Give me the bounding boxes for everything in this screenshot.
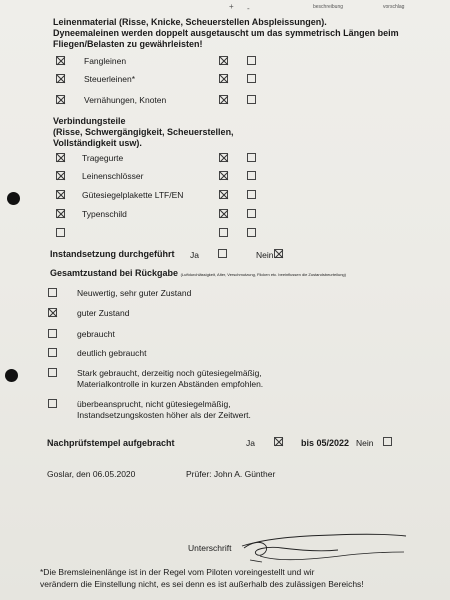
verbindung-item-label: Leinenschlösser	[82, 171, 144, 181]
verbindung-plus-checkbox-1[interactable]	[219, 171, 228, 180]
punch-hole-top	[7, 192, 20, 205]
zustand-option-checkbox-1[interactable]	[48, 308, 57, 317]
verbindung-item-label: Gütesiegelplakette LTF/EN	[82, 190, 184, 200]
instandsetzung-nein-label: Nein	[256, 250, 274, 260]
verbindung-check-1[interactable]	[56, 171, 65, 180]
signature-scribble	[238, 522, 408, 567]
verbindung-minus-checkbox-0[interactable]	[247, 153, 256, 162]
zustand-option-label: überbeansprucht, nicht gütesiegelmäßig,	[77, 399, 231, 409]
column-plus: +	[229, 2, 234, 11]
leinen-plus-checkbox-0[interactable]	[219, 56, 228, 65]
gesamtzustand-title	[50, 268, 346, 280]
column-vorschlag: vorschlag	[383, 4, 405, 10]
leinen-item-label: Fangleinen	[84, 56, 127, 66]
zustand-option-checkbox-3[interactable]	[48, 348, 57, 357]
leinen-minus-checkbox-0[interactable]	[247, 56, 256, 65]
zustand-option-label: Stark gebraucht, derzeitig noch gütesiegelmäßig,	[77, 368, 262, 378]
stempel-ja-checkbox[interactable]	[274, 437, 283, 446]
zustand-option-label-cont: Materialkontrolle in kurzen Abständen empfohlen.	[77, 379, 264, 389]
verbindung-plus-checkbox-3[interactable]	[219, 209, 228, 218]
verbindung-title: Verbindungsteile	[53, 116, 126, 126]
leinen-minus-checkbox-2[interactable]	[247, 95, 256, 104]
punch-hole-bottom	[5, 369, 18, 382]
gesamtzustand-title-text: Gesamtzustand bei Rückgabe	[50, 268, 179, 278]
stempel-nein-checkbox[interactable]	[383, 437, 392, 446]
leinen-item-label: Steuerleinen*	[84, 74, 136, 84]
verbindung-plus-checkbox-2[interactable]	[219, 190, 228, 199]
zustand-option-label-cont: Instandsetzungskosten höher als der Zeitwert.	[77, 410, 251, 420]
instandsetzung-label: Instandsetzung durchgeführt	[50, 249, 175, 259]
verbindung-minus-checkbox-3[interactable]	[247, 209, 256, 218]
stempel-nein-label: Nein	[356, 438, 374, 448]
leinen-plus-checkbox-1[interactable]	[219, 74, 228, 83]
stempel-bis: bis 05/2022	[301, 438, 350, 448]
leinen-minus-checkbox-1[interactable]	[247, 74, 256, 83]
instandsetzung-ja-checkbox[interactable]	[218, 249, 227, 258]
leinen-check-0[interactable]	[56, 56, 65, 65]
zustand-option-checkbox-5[interactable]	[48, 399, 57, 408]
verbindung-check-4[interactable]	[56, 228, 65, 237]
leinen-plus-checkbox-2[interactable]	[219, 95, 228, 104]
verbindung-check-0[interactable]	[56, 153, 65, 162]
verbindung-plus-checkbox-0[interactable]	[219, 153, 228, 162]
unterschrift-label: Unterschrift	[188, 543, 232, 553]
verbindung-item-label: Typenschild	[82, 209, 127, 219]
instandsetzung-nein-checkbox[interactable]	[274, 249, 283, 258]
ort-datum: Goslar, den 06.05.2020	[47, 469, 136, 479]
column-minus: -	[247, 4, 250, 13]
zustand-option-checkbox-0[interactable]	[48, 288, 57, 297]
verbindung-plus-checkbox-4[interactable]	[219, 228, 228, 237]
leinen-item-label: Vernähungen, Knoten	[84, 95, 167, 105]
verbindung-minus-checkbox-1[interactable]	[247, 171, 256, 180]
leinen-title: Leinenmaterial (Risse, Knicke, Scheuerstellen Abspleissungen).	[53, 17, 327, 27]
verbindung-subtitle: (Risse, Schwergängigkeit, Scheuerstellen, Vollständigkeit usw).	[53, 127, 234, 148]
zustand-option-label: gebraucht	[77, 329, 115, 339]
column-beschreibung: beschreibung	[313, 4, 344, 10]
footnote-line-1: *Die Bremsleinenlänge ist in der Regel vom Piloten voreingestellt und wir	[40, 567, 315, 577]
leinen-check-1[interactable]	[56, 74, 65, 83]
zustand-option-checkbox-2[interactable]	[48, 329, 57, 338]
verbindung-item-label: Tragegurte	[82, 153, 124, 163]
pruefer-name: Prüfer: John A. Günther	[186, 469, 276, 479]
leinen-subtitle: Dyneemaleinen werden doppelt ausgetauscht um das symmetrisch Längen beim Fliegen/Belasten zu gewährleisten!	[53, 28, 399, 49]
gesamtzustand-note: (Luftdurchlässigkeit, Alter, Verschmutzung, Flicken etc. beeinflussen die Zustandsbeurteilung)	[180, 272, 346, 277]
verbindung-minus-checkbox-4[interactable]	[247, 228, 256, 237]
zustand-option-label: Neuwertig, sehr guter Zustand	[77, 288, 192, 298]
stempel-ja-label: Ja	[246, 438, 255, 448]
leinen-check-2[interactable]	[56, 95, 65, 104]
footnote-line-2: verändern die Einstellung nicht, es sei denn es ist außerhalb des zulässigen Bereichs!	[40, 579, 364, 589]
instandsetzung-ja-label: Ja	[190, 250, 199, 260]
zustand-option-checkbox-4[interactable]	[48, 368, 57, 377]
verbindung-check-3[interactable]	[56, 209, 65, 218]
verbindung-check-2[interactable]	[56, 190, 65, 199]
zustand-option-label: guter Zustand	[77, 308, 130, 318]
verbindung-minus-checkbox-2[interactable]	[247, 190, 256, 199]
stempel-label: Nachprüfstempel aufgebracht	[47, 438, 175, 448]
zustand-option-label: deutlich gebraucht	[77, 348, 147, 358]
